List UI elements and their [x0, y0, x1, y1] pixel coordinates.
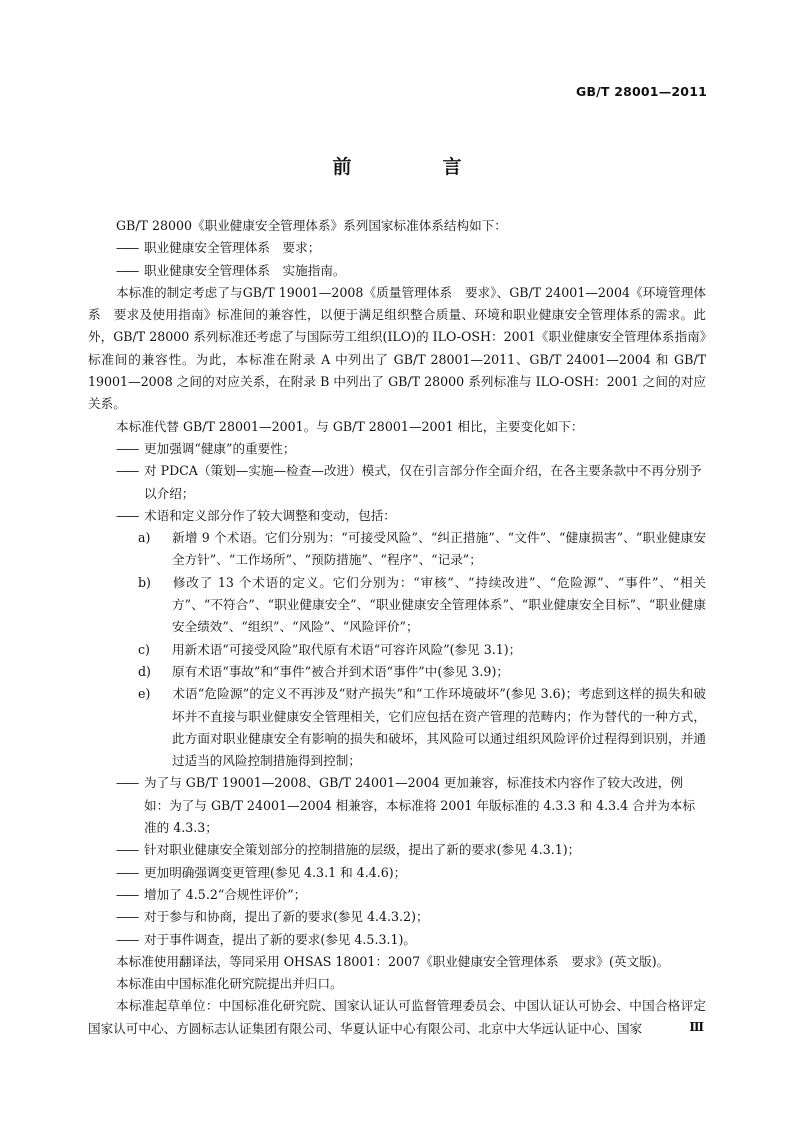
- list-marker: b): [138, 574, 151, 590]
- dash-item: [88, 906, 706, 928]
- dash-item-text: 更加明确强调变更管理(参见 4.3.1 和 4.4.6)；: [144, 864, 407, 880]
- dash-item-text: 对 PDCA（策划—实施—检查—改进）模式，仅在引言部分作全面介绍，在各主要条款中不再分别予以介绍；: [144, 463, 702, 501]
- dash-item-text: 对于参与和协商，提出了新的要求(参见 4.4.3.2)；: [144, 909, 429, 925]
- paragraph: 本标准起草单位：中国标准化研究院、国家认证认可监督管理委员会、中国认证认可协会、中国合格评定国家认可中心、方圆标志认证集团有限公司、华夏认证中心有限公司、北京中大华远认证中心、国家: [88, 998, 706, 1036]
- list-item: [88, 527, 706, 572]
- dash-marker: ——: [116, 240, 138, 256]
- dash-item-text: 术语和定义部分作了较大调整和变动，包括：: [144, 507, 396, 523]
- paragraph: 本标准使用翻译法，等同采用 OHSAS 18001：2007《职业健康安全管理体系 要求》(英文版)。: [116, 953, 670, 969]
- list-marker: d): [138, 663, 151, 679]
- list-item-text: 修改了 13 个术语的定义。它们分别为：“审核”、“持续改进”、“危险源”、“事件”、“相关方”、“不符合”、“职业健康安全”、“职业健康安全管理体系”、“职业健康安全目标”、“职业健康安全绩效”、“组织”、“风险”、“风险评价”；: [172, 574, 706, 635]
- dash-item-text: 职业健康安全管理体系 要求；: [144, 240, 321, 256]
- list-marker: e): [138, 686, 151, 702]
- list-item-text: 术语“危险源”的定义不再涉及“财产损失”和“工作环境破坏”(参见 3.6)；考虑到这样的损失和破坏并不直接与职业健康安全管理相关，它们应包括在资产管理的范畴内；作为替代的一种方式，此方面对职业健康安全有影响的损失和破坏，其风险可以通过组织风险评价过程得到识别，并通过适当的风险控制措施得到控制；: [172, 686, 706, 769]
- dash-marker: ——: [116, 931, 138, 947]
- dash-item: [88, 438, 706, 460]
- dash-item: [88, 839, 706, 861]
- dash-item-text: 为了与 GB/T 19001—2008、GB/T 24001—2004 更加兼容，标准技术内容作了较大改进，例如：为了与 GB/T 24001—2004 相兼容，本标准将 2001 年版标准的 4.3.3 和 4.3.4 合并为本标准的 4.3.3；: [144, 775, 696, 836]
- paragraph: 本标准代替 GB/T 28001—2001。与 GB/T 28001—2001 相比，主要变化如下：: [116, 418, 584, 434]
- dash-item: [88, 505, 706, 527]
- dash-item: [88, 460, 706, 505]
- list-item: [88, 572, 706, 639]
- dash-marker: ——: [116, 463, 138, 479]
- dash-marker: ——: [116, 886, 138, 902]
- paragraph: GB/T 28000《职业健康安全管理体系》系列国家标准体系结构如下：: [116, 218, 507, 233]
- dash-marker: ——: [116, 262, 138, 278]
- dash-item: [88, 929, 706, 951]
- list-item: [88, 639, 706, 661]
- dash-item-text: 更加强调“健康”的重要性；: [144, 440, 296, 456]
- dash-item: [88, 772, 706, 839]
- dash-item-text: 针对职业健康安全策划部分的控制措施的层级，提出了新的要求(参见 4.3.1)；: [144, 842, 581, 858]
- document-body: [88, 215, 706, 1040]
- dash-item: [88, 237, 706, 259]
- document-code: GB/T 28001—2011: [575, 84, 707, 99]
- dash-marker: ——: [116, 842, 138, 858]
- dash-item-text: 对于事件调查，提出了新的要求(参见 4.5.3.1)。: [144, 931, 416, 947]
- list-item: [88, 683, 706, 772]
- dash-marker: ——: [116, 864, 138, 880]
- dash-marker: ——: [116, 909, 138, 925]
- paragraph: 本标准由中国标准化研究院提出并归口。: [116, 976, 343, 992]
- dash-item: [88, 884, 706, 906]
- dash-item: [88, 862, 706, 884]
- dash-marker: ——: [116, 507, 138, 523]
- list-item-text: 原有术语“事故”和“事件”被合并到术语“事件”中(参见 3.9)；: [172, 663, 509, 679]
- dash-item-text: 增加了 4.5.2“合规性评价”；: [144, 886, 307, 902]
- list-marker: a): [138, 530, 151, 546]
- dash-marker: ——: [116, 775, 138, 791]
- dash-item-text: 职业健康安全管理体系 实施指南。: [144, 262, 346, 278]
- dash-item: [88, 260, 706, 282]
- paragraph: 本标准的制定考虑了与GB/T 19001—2008《质量管理体系 要求》、GB/T 24001—2004《环境管理体系 要求及使用指南》标准间的兼容性，以便于满足组织整合质量、环境和职业健康安全管理体系的需求。此外，GB/T 28000 系列标准还考虑了与国际劳工组织(ILO)的 ILO-OSH：2001《职业健康安全管理体系指南》标准间的兼容性。为此，本标准在附录 A 中列出了 GB/T 28001—2011、GB/T 24001—2004 和 GB/T 19001—2008 之间的对应关系，在附录 B 中列出了 GB/T 28000 系列标准与 ILO-OSH：2001 之间的对应关系。: [88, 284, 706, 412]
- page-number: Ⅲ: [689, 1020, 704, 1034]
- list-item-text: 新增 9 个术语。它们分别为：“可接受风险”、“纠正措施”、“文件”、“健康损害”、“职业健康安全方针”、“工作场所”、“预防措施”、“程序”、“记录”；: [172, 530, 706, 568]
- list-item: [88, 661, 706, 683]
- dash-marker: ——: [116, 440, 138, 456]
- page-title: 前 言: [332, 156, 498, 178]
- list-item-text: 用新术语“可接受风险”取代原有术语“可容许风险”(参见 3.1)；: [172, 641, 522, 657]
- list-marker: c): [138, 641, 150, 657]
